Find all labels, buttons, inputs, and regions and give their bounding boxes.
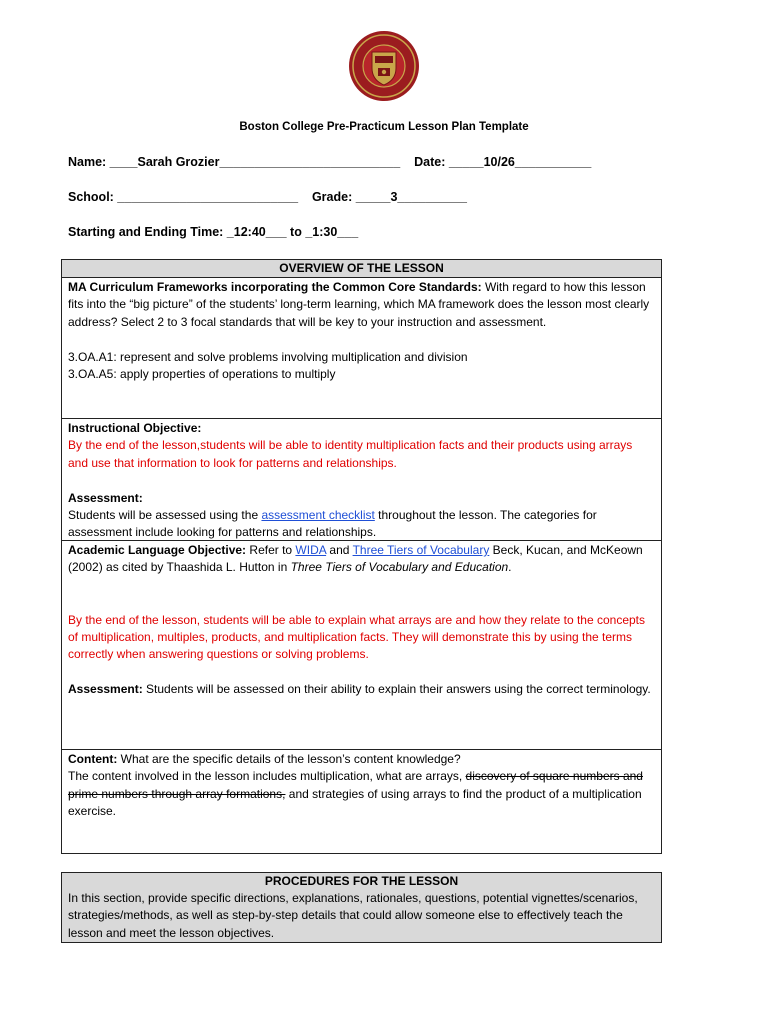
assessment-checklist-link[interactable]: assessment checklist xyxy=(261,508,375,523)
wida-link[interactable]: WIDA xyxy=(295,543,327,557)
standard-1: 3.OA.A1: represent and solve problems involving multiplication and division xyxy=(68,349,468,364)
language-and: and xyxy=(326,543,353,557)
document-title: Boston College Pre-Practicum Lesson Plan Template xyxy=(239,121,529,133)
language-assessment-label: Assessment: xyxy=(68,682,143,697)
objective-cell xyxy=(62,419,661,541)
language-period: . xyxy=(508,560,512,575)
name-date-line: Name: ____Sarah Grozier__________________________ Date: _____10/26___________ xyxy=(68,155,592,169)
standard-2: 3.OA.A5: apply properties of operations to multiply xyxy=(68,367,336,382)
language-citation: Beck, Kucan, and McKeown (2002) as cited by Thaashida L. Hutton in xyxy=(68,543,643,575)
overview-heading: OVERVIEW OF THE LESSON xyxy=(62,260,661,278)
assessment-pre: Students will be assessed using the xyxy=(68,508,262,523)
language-assessment-text: Students will be assessed on their ability to explain their answers using the correct terminology. xyxy=(142,682,651,697)
language-objective-text: By the end of the lesson, students will be able to explain what arrays are and how they relate to the concepts of multiplication, multiples, products, and multiplication facts. They will demonstrate this by using the terms correctly when answering questions or solving problems. xyxy=(68,612,646,662)
content-text-pre: The content involved in the lesson includes multiplication, what are arrays, xyxy=(68,769,466,784)
boston-college-seal-icon xyxy=(348,30,420,102)
procedures-text: In this section, provide specific directions, explanations, rationales, questions, potential vignettes/scenarios, strategies/methods, as well as step-by-step details that could allow someone else to effectively teach the lesson and meet the lesson objectives. xyxy=(68,891,638,940)
objective-label: Instructional Objective: xyxy=(68,421,202,435)
objective-assessment-label: Assessment: xyxy=(68,490,143,505)
content-label: Content: xyxy=(68,752,118,766)
time-line: Starting and Ending Time: _12:40___ to _1:30___ xyxy=(68,225,359,239)
frameworks-cell xyxy=(62,278,661,419)
procedures-heading: PROCEDURES FOR THE LESSON xyxy=(62,873,661,890)
procedures-box xyxy=(61,872,662,943)
assessment-post: throughout the lesson. The categories for assessment include looking for patterns and relationships. xyxy=(68,508,597,540)
content-question: What are the specific details of the lesson’s content knowledge? xyxy=(117,752,461,766)
book-title: Three Tiers of Vocabulary and Education xyxy=(290,560,509,575)
content-struck-text: discovery of square numbers and prime numbers through array formations, xyxy=(68,769,643,801)
overview-table xyxy=(61,259,662,854)
language-refer: Refer to xyxy=(246,543,296,557)
objective-text: By the end of the lesson,students will be able to identity multiplication facts and their products using arrays and use that information to look for patterns and relationships. xyxy=(68,438,633,470)
frameworks-text: With regard to how this lesson fits into the “big picture” of the students’ long-term learning, which MA framework does the lesson most clearly address? Select 2 to 3 focal standards that will be key to your instruction and assessment. xyxy=(68,280,650,329)
frameworks-label: MA Curriculum Frameworks incorporating the Common Core Standards: xyxy=(68,280,482,294)
language-label: Academic Language Objective: xyxy=(68,543,247,557)
language-cell xyxy=(62,541,661,750)
content-cell xyxy=(62,750,661,855)
three-tiers-link[interactable]: Three Tiers of Vocabulary xyxy=(352,543,490,557)
school-grade-line: School: __________________________ Grade: _____3__________ xyxy=(68,190,467,204)
content-text-post: and strategies of using arrays to find the product of a multiplication exercise. xyxy=(68,786,642,819)
